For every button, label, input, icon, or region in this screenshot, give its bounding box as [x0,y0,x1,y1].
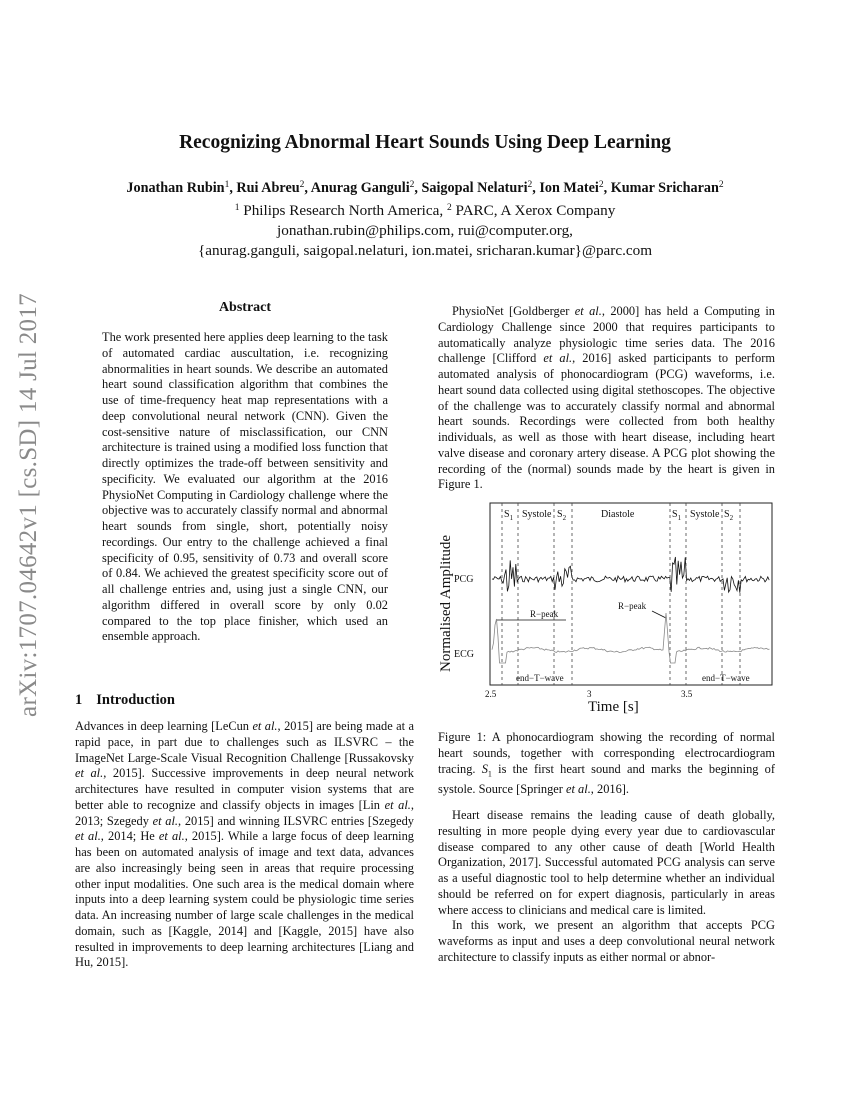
affil-mark-2: 2 [446,203,452,213]
author-name: Anurag Ganguli [310,180,410,196]
intro-body [75,719,414,971]
figure-1-pcg-ecg [434,495,776,720]
author-affil-mark: 1 [224,180,230,190]
this-work-paragraph: In this work, we present an algorithm that accepts PCG waveforms as input and uses a deep convolutional neural network architecture to classify inputs as either normal or abnor- [438,918,775,964]
plot-frame [490,503,772,685]
affiliation-line [0,201,850,221]
phase-boundaries [502,503,740,685]
label-s1: $S_1$ [504,509,514,522]
email-line-2: {anurag.ganguli, saigopal.nelaturi, ion.matei, sricharan.kumar}@parc.com [197,242,653,259]
heart-disease-paragraph: Heart disease remains the leading cause of death globally, resulting in more people dying every year due to cardiovascular disease compared to any other cause of death [World Health Organization, 2017]. Successful automated PCG analysis can serve as a useful diagnostic tool to help determine whether an individual should be referred on for expert diagnosis, particularly in areas where access to clinicians and medical care is limited. [438,808,775,917]
x-axis-label: Time [s] [588,699,639,715]
abstract-body [102,330,388,645]
author-name: Kumar Sricharan [610,180,719,196]
physionet-paragraph: PhysioNet [Goldberger et al., 2000] has held a Computing in Cardiology Challenge since 2000 that requires participants to automatically analyze physiologic time series data. The 2016 challenge [Clifford et al., 2016] asked participants to perform automated analysis of phonocardiogram (PCG) waveforms, i.e. heart sound data collected using digital stethoscopes. The objective of the challenge was to accurately classify normal and abnormal heart sounds. Recordings were collected from both healthy individuals, as well as those with heart disease, including heart valve disease and coronary artery disease. A PCG plot showing the recording of the (normal) sounds made by the heart is given in Figure 1. [438,304,775,492]
label-systole: Systole [690,509,720,520]
author-affil-mark: 2 [527,180,533,190]
intro-paragraph: Advances in deep learning [LeCun et al., 2015] are being made at a rapid pace, in part due to challenges such as ILSVRC – the ImageNet Large-Scale Visual Recognition Challenge [Russakovsky et al., 2015]. Successive improvements in deep neural network architectures have resulted in computer vision systems that are better able to recognize and classify objects in images [Lin et al., 2013; Szegedy et al., 2015] and winning ILSVRC entries [Szegedy et al., 2014; He et al., 2015]. While a large focus of deep learning has been on automated analysis of image and text data, advances are also increasingly being seen in areas that require processing other input modalities. One such area is the medical domain where inputs into a deep learning system could be physiologic time series data. An increasing number of large scale challenges in the medical domain, such as [Kaggle, 2014] and [Kaggle, 2015] have also resulted in improvements to deep learning architectures [Liang and Hu, 2015]. [75,719,415,970]
label-diastole: Diastole [601,509,635,520]
annotation-end-t-wave: end−T−wave [702,673,750,683]
annotation-r-peak: R−peak [530,609,559,619]
abstract-text: The work presented here applies deep learning to the task of automated cardiac auscultation, i.e. recognizing abnormalities in heart sounds. We describe an automated heart sound classification algorithm that combines the use of time-frequency heat map representations with a deep convolutional neural network (CNN). Given the cost-sensitive nature of misclassification, our CNN architecture is trained using a modified loss function that directly optimizes the trade-off between sensitivity and specificity. We evaluated our algorithm at the 2016 PhysioNet Computing in Cardiology challenge where the objective was to accurately classify normal and abnormal heart sounds from single, short, potentially noisy recordings. Our entry to the challenge achieved a final specificity of 0.95, sensitivity of 0.73 and overall score of 0.84. We achieved the greatest specificity score out of all challenge entries and, using just a single CNN, our algorithm differed in overall score by only 0.02 compared to the top place finisher, which used an ensemble approach. [102,330,388,644]
label-s1: $S_1$ [672,509,682,522]
author-affil-mark: 2 [718,180,724,190]
y-axis-label: Normalised Amplitude [438,534,454,672]
pcg-trace [492,557,769,593]
trace-label-pcg: PCG [454,574,474,585]
x-tick-label: 3.5 [681,689,693,699]
section-heading-introduction [75,692,175,709]
author-affil-mark: 2 [299,180,305,190]
section-title: Introduction [96,692,175,708]
author-affil-mark: 2 [598,180,604,190]
right-column-bottom [438,808,775,966]
abstract-heading: Abstract [218,300,272,315]
trace-label-ecg: ECG [454,649,474,660]
annotation-r-peak: R−peak [618,601,647,611]
affiliations [0,201,850,261]
author-name: Ion Matei [539,180,599,196]
pcg-ecg-plot [434,495,776,720]
ecg-trace [492,613,770,663]
figure-1-caption: Figure 1: A phonocardiogram showing the recording of normal heart sounds, together with corresponding electrocardiogram tracing. $S_1$ is the first heart sound and marks the beginning of systole. Source [Springer et al., 2016]. [438,730,775,796]
email-line-1: jonathan.rubin@philips.com, rui@computer.org, [277,222,573,239]
author-name: Saigopal Nelaturi [421,180,528,196]
annotation-end-t-wave: end−T−wave [516,673,564,683]
label-s2: $S_2$ [724,509,734,522]
x-tick-label: 2.5 [485,689,497,699]
affil-org-2: PARC, A Xerox Company [451,202,616,219]
r-peak-arrow [652,611,666,618]
author-affil-mark: 2 [409,180,415,190]
paper-title: Recognizing Abnormal Heart Sounds Using Deep Learning [179,132,671,153]
label-s2: $S_2$ [557,509,567,522]
arxiv-sidebar [6,293,52,717]
arxiv-identifier: arXiv:1707.04642v1 [cs.SD] 14 Jul 2017 [15,293,43,717]
label-systole: Systole [522,509,552,520]
x-tick-label: 3 [587,689,592,699]
author-name: Jonathan Rubin [126,180,225,196]
right-column-top [438,304,775,493]
section-number: 1 [75,692,83,708]
affil-org-1: Philips Research North America, [239,202,447,219]
author-list: Jonathan Rubin$^1$, Rui Abreu$^2$, Anurag Ganguli$^2$, Saigopal Nelaturi$^2$, Ion Matei$^2$, Kumar Sricharan$^2$ [126,180,724,196]
author-name: Rui Abreu [236,180,300,196]
affil-mark-1: 1 [234,203,240,213]
